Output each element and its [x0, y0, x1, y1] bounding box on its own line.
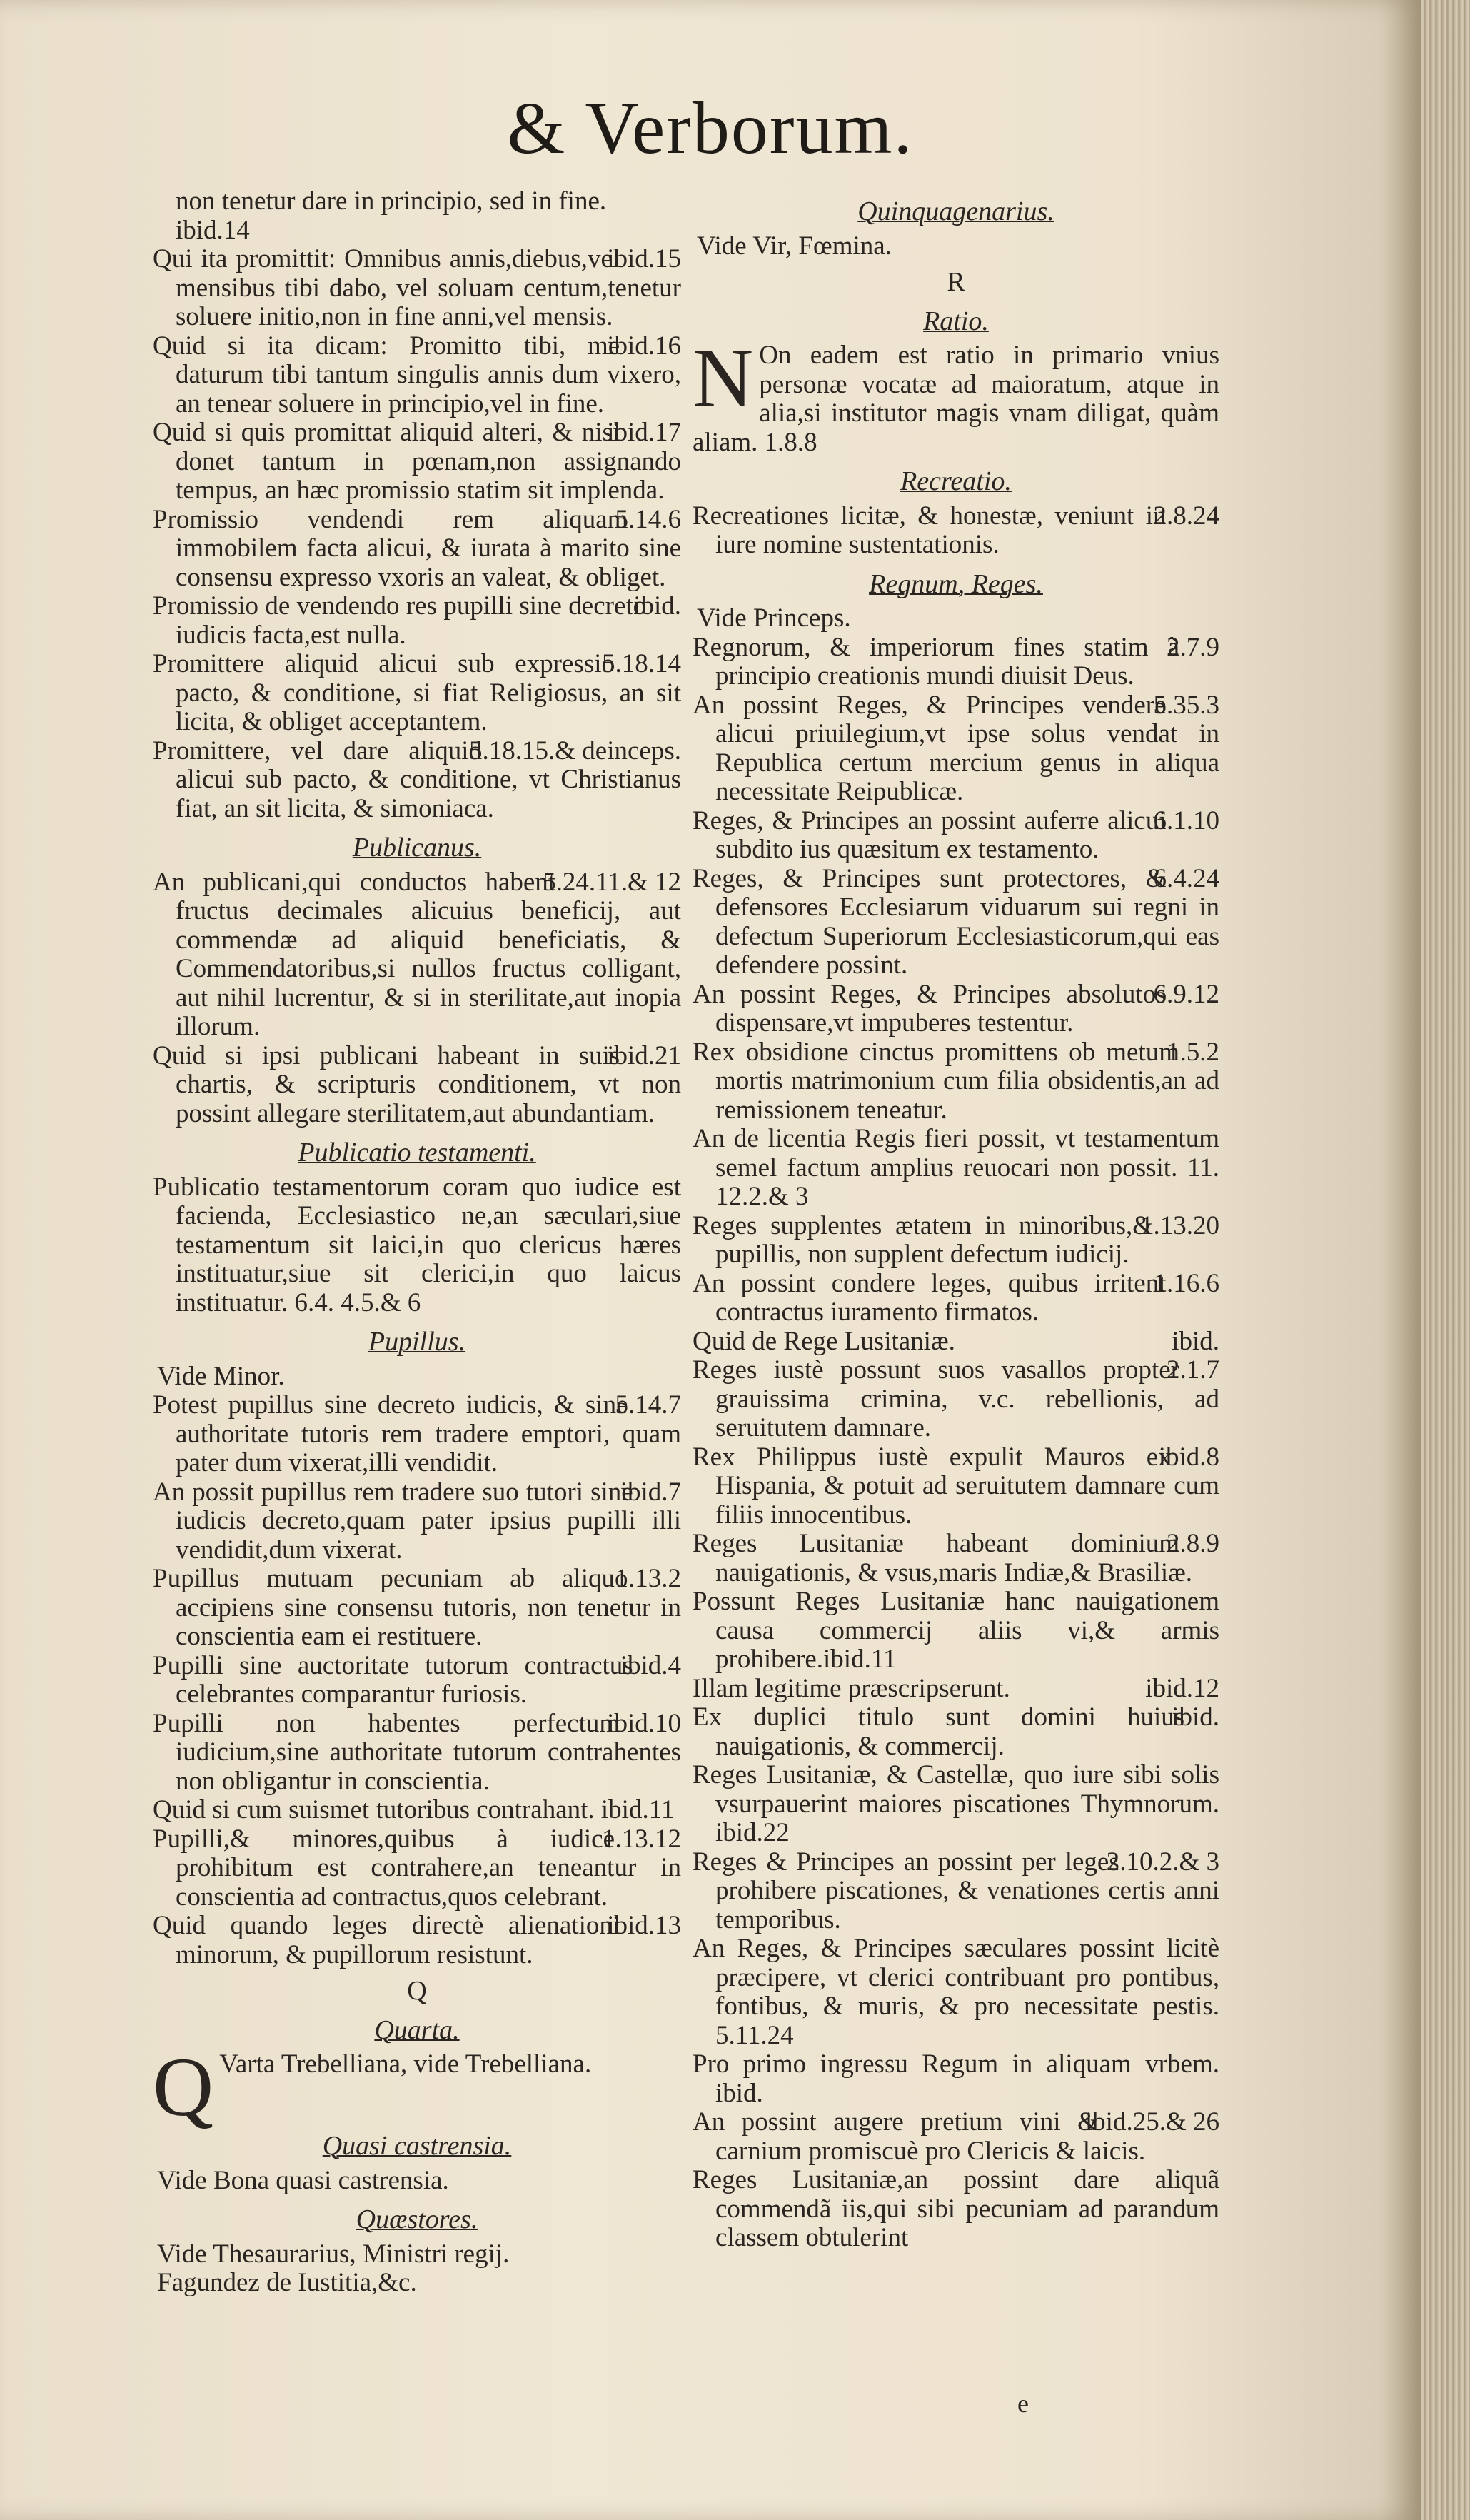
index-entry	[693, 691, 1219, 807]
entry-text: Reges Lusitaniæ habeant dominium nauigationis, & vsus,maris Indiæ,& Brasiliæ.	[693, 1529, 1193, 1587]
entry-text: Illam legitime præscripserunt.	[693, 1673, 1010, 1703]
vide-reference: Vide Bona quasi castrensia.	[157, 2165, 449, 2195]
index-entry	[153, 737, 681, 824]
entry-reference: 5.14.7	[615, 1390, 681, 1420]
entry-reference: 1.16.6	[1153, 1268, 1219, 1298]
index-entry	[153, 418, 681, 506]
page-edges	[1421, 0, 1470, 2520]
section-heading	[693, 197, 1219, 226]
index-entry	[153, 1912, 681, 1969]
index-entry	[153, 1825, 681, 1912]
entry-reference: 6.4.24	[1153, 863, 1219, 893]
section-heading	[153, 1327, 681, 1357]
entry-text: Varta Trebelliana, vide Trebelliana.	[219, 2049, 592, 2079]
vide-reference: Vide Thesaurarius, Ministri regij.	[157, 2239, 510, 2269]
entry-reference: 5.24.11.& 12	[543, 867, 681, 897]
letter-heading: R	[947, 267, 965, 297]
entry-reference: 5.18.14	[602, 649, 681, 678]
entry-reference: 2.8.9	[1167, 1529, 1219, 1558]
entry-reference: ibid.	[1172, 1326, 1219, 1356]
index-entry	[153, 187, 681, 216]
entry-reference: ibid.16	[607, 331, 681, 361]
section-heading	[153, 2016, 681, 2045]
entry-text: An possit pupillus rem tradere suo tutori sine iudicis decreto,quam pater ipsius pupilli illi vendidit,dum vixerat.	[153, 1477, 681, 1565]
index-entry	[153, 1565, 681, 1652]
section-heading-text: Ratio.	[923, 306, 989, 336]
vide-reference: Vide Vir, Fœmina.	[697, 231, 892, 261]
entry-text: Pupilli sine auctoritate tutorum contractus celebrantes comparantur furiosis.	[153, 1650, 633, 1709]
dropcap-letter: Q	[153, 2040, 214, 2134]
entry-text: Qui ita promittit: Omnibus annis,diebus,vel mensibus tibi dabo, vel soluam centum,tenetur soluere initio,non in fine anni,vel mensis.	[153, 244, 681, 331]
entry-text: Ex duplici titulo sunt domini huius nauigationis, & commercij.	[693, 1702, 1185, 1761]
entry-reference: ibid.15	[607, 244, 681, 273]
index-entry	[153, 868, 681, 1042]
entry-reference: 5.14.6	[615, 504, 681, 534]
section-heading	[693, 307, 1219, 336]
section-heading-text: Quinquagenarius.	[857, 196, 1054, 226]
entry-text: Quid de Rege Lusitaniæ.	[693, 1326, 955, 1356]
entry-text: Recreationes licitæ, & honestæ, veniunt in iure nomine sustentationis.	[693, 501, 1167, 559]
signature-mark: e	[1017, 2389, 1029, 2418]
index-entry	[693, 2166, 1219, 2253]
entry-reference: 2.8.24	[1153, 501, 1219, 531]
entry-text: An possint Reges, & Principes vendere alicui priuilegium,vt ipse solus vendat in Republica certum mercium genus in aliqua necessitate Reipublicæ.	[693, 690, 1219, 806]
entry-text: Regnorum, & imperiorum fines statim à principio creationis mundi diuisit Deus.	[693, 632, 1179, 691]
index-entry	[153, 1478, 681, 1565]
index-entry	[153, 1391, 681, 1478]
section-heading-text: Quasi castrensia.	[322, 2131, 512, 2161]
index-entry	[153, 592, 681, 650]
right-column	[693, 187, 1219, 2253]
entry-reference: ibid.25.& 26	[1084, 2107, 1219, 2137]
entry-text: Pupilli non habentes perfectum iudicium,sine authoritate tutorum contrahentes non obligantur in conscientia.	[153, 1708, 681, 1796]
index-entry	[693, 502, 1219, 560]
index-entry	[693, 1761, 1219, 1848]
entry-text: Promittere aliquid alicui sub expressio pacto, & conditione, si fiat Religiosus, an sit licita, & obliget acceptantem.	[153, 649, 681, 736]
index-entry	[693, 1443, 1219, 1530]
entry-text: Quid quando leges directè alienationi minorum, & pupillorum resistunt.	[153, 1911, 620, 1969]
entry-text: Quid si ita dicam: Promitto tibi, me daturum tibi tantum singulis annis dum vixero, an tenear soluere in principio,vel in fine.	[153, 331, 681, 418]
entry-text: An de licentia Regis fieri possit, vt testamentum semel factum amplius reuocari non possit. 11. 12.2.& 3	[693, 1124, 1219, 1211]
section-heading	[153, 833, 681, 863]
section-heading-text: Publicatio testamenti.	[298, 1138, 536, 1168]
index-entry	[693, 1038, 1219, 1125]
index-entry	[693, 1530, 1219, 1587]
entry-text: Reges, & Principes sunt protectores, & defensores Ecclesiarum viduarum sui regni in defectum Superiorum Ecclesiasticorum,qui eas defendere possint.	[693, 863, 1219, 980]
index-entry	[693, 1212, 1219, 1270]
index-entry	[693, 865, 1219, 980]
section-heading-text: Regnum, Reges.	[869, 568, 1043, 599]
index-entry	[693, 2050, 1219, 2108]
dropcap-letter: N	[693, 331, 754, 425]
entry-reference: ibid.8	[1158, 1442, 1219, 1472]
index-entry	[693, 1125, 1219, 1212]
entry-reference: 2.10.2.& 3	[1106, 1847, 1219, 1877]
entry-text: An possint augere pretium vini & carnium promiscuè pro Clericis & laicis.	[693, 2107, 1146, 2166]
index-entry	[153, 1710, 681, 1797]
entry-text: Promittere, vel dare aliquid alicui sub pacto, & conditione, vt Christianus fiat, an sit licita, & simoniaca.	[153, 736, 681, 823]
entry-reference: ibid.7	[620, 1477, 681, 1507]
entry-reference: ibid.	[1172, 1702, 1219, 1732]
entry-text: An publicani,qui conductos habent fructus decimales alicuius beneficij, aut commendæ ad aliquid beneficiatis, & Commendatoribus,si nullos fructus colligant, aut nihil lucrentur, & si in sterilitate,aut inopia illorum.	[153, 867, 681, 1041]
section-heading-text: Recreatio.	[900, 466, 1012, 496]
entry-text: Publicatio testamentorum coram quo iudice est facienda, Ecclesiastico ne,an sæculari,siue testamentum sit laici,in quo clericus hæres instituatur,siue sit clerici,in quo laicus instituatur. 6.4. 4.5.& 6	[153, 1172, 681, 1317]
vide-reference: Fagundez de Iustitia,&c.	[157, 2268, 417, 2297]
dropcap-entry	[153, 2040, 681, 2134]
index-entry	[693, 1675, 1219, 1704]
section-heading	[153, 2132, 681, 2161]
index-entry	[153, 1042, 681, 1129]
entry-text: An possint condere leges, quibus irritent contractus iuramento firmatos.	[693, 1268, 1167, 1327]
index-entry	[693, 807, 1219, 865]
index-entry	[693, 633, 1219, 691]
entry-reference: 2.7.9	[1167, 632, 1219, 662]
entry-reference: ibid.10	[607, 1708, 681, 1738]
entry-text: ibid.14	[176, 215, 250, 245]
dropcap-entry	[693, 331, 1219, 457]
entry-text: Reges Lusitaniæ,an possint dare aliquã commendã iis,qui sibi pecuniam ad parandum classem obtulerint	[693, 2165, 1219, 2252]
entry-reference: 2.1.7	[1167, 1355, 1219, 1385]
index-entry	[693, 1270, 1219, 1327]
letter-heading: Q	[407, 1976, 427, 2006]
entry-text: Rex obsidione cinctus promittens ob metum mortis matrimonium cum filia obsidentis,an ad remissionem teneatur.	[693, 1037, 1219, 1125]
index-entry	[693, 1848, 1219, 1935]
entry-text: Quid si cum suismet tutoribus contrahant. ibid.11	[153, 1795, 675, 1824]
section-heading	[693, 570, 1219, 599]
index-entry	[693, 1587, 1219, 1675]
section-heading	[153, 1138, 681, 1168]
section-heading-text: Publicanus.	[352, 833, 482, 863]
entry-text: Quid si ipsi publicani habeant in suis chartis, & scripturis conditionem, vt non possint allegare sterilitatem,aut abundantiam.	[153, 1040, 681, 1128]
section-heading	[153, 2205, 681, 2234]
entry-reference: 1.13.2	[615, 1564, 681, 1593]
index-entry	[153, 245, 681, 332]
entry-text: Promissio vendendi rem aliquam immobilem facta alicui, & iurata à marito sine consensu expresso vxoris an valeat, & obliget.	[153, 504, 681, 592]
section-heading-text: Pupillus.	[368, 1327, 466, 1357]
entry-text: Reges Lusitaniæ, & Castellæ, quo iure sibi solis vsurpauerint maiores piscationes Thymnorum. ibid.22	[693, 1760, 1219, 1847]
index-entry	[153, 1652, 681, 1710]
entry-text: Rex Philippus iustè expulit Mauros ex Hispania, & potuit ad seruitutem damnare cum filiis innocentibus.	[693, 1442, 1219, 1530]
entry-reference: 6.1.10	[1153, 805, 1219, 835]
entry-text: Promissio de vendendo res pupilli sine decreto iudicis facta,est nulla.	[153, 591, 647, 650]
entry-reference: ibid.17	[607, 418, 681, 447]
entry-text: Pro primo ingressu Regum in aliquam vrbem. ibid.	[693, 2049, 1219, 2108]
entry-reference: ibid.12	[1145, 1673, 1219, 1703]
entry-reference: 5.18.15.& deinceps.	[469, 736, 681, 765]
entry-text: An possint Reges, & Principes absolutos dispensare,vt impuberes testentur.	[693, 979, 1167, 1038]
entry-reference: 1.13.12	[602, 1824, 681, 1854]
section-heading-text: Quæstores.	[356, 2204, 478, 2234]
entry-text: Possunt Reges Lusitaniæ hanc nauigationem causa commercij aliis vi,& armis prohibere.ibid.11	[693, 1587, 1219, 1674]
entry-text: On eadem est ratio in primario vnius personæ vocatæ ad maioratum, atque in alia,si institutor magis vnam diligat, quàm aliam. 1.8.8	[693, 341, 1219, 457]
entry-text: Quid si quis promittat aliquid alteri, & nisi donet tantum in pœnam,non assignando tempus, an hæc promissio statim sit implenda.	[153, 418, 681, 505]
index-entry	[693, 1356, 1219, 1443]
entry-reference: ibid.13	[607, 1911, 681, 1940]
index-entry	[153, 1796, 681, 1825]
index-entry	[153, 1173, 681, 1318]
entry-text: An Reges, & Principes sæculares possint licitè præcipere, vt clerici contribuant pro pontibus, fontibus, & muris, & pro necessitate pestis. 5.11.24	[693, 1934, 1219, 2050]
index-entry	[153, 332, 681, 419]
entry-reference: 6.9.12	[1153, 979, 1219, 1009]
entry-reference: ibid.4	[620, 1650, 681, 1680]
section-heading	[693, 467, 1219, 496]
index-entry	[693, 1327, 1219, 1357]
index-entry	[153, 216, 681, 246]
vide-reference: Vide Minor.	[157, 1361, 285, 1391]
index-entry	[693, 2108, 1219, 2166]
index-entry	[693, 980, 1219, 1038]
running-head: & Verborum.	[507, 87, 914, 169]
entry-text: Reges & Principes an possint per leges prohibere piscationes, & venationes certis anni temporibus.	[693, 1847, 1219, 1934]
index-entry	[153, 506, 681, 593]
entry-text: non tenetur dare in principio, sed in fine.	[176, 186, 607, 216]
section-heading-text: Quarta.	[374, 2014, 460, 2045]
index-entry	[693, 1934, 1219, 2050]
entry-reference: 1.13.20	[1140, 1210, 1219, 1240]
vide-reference: Vide Princeps.	[697, 603, 851, 633]
entry-text: Reges iustè possunt suos vasallos propter grauissima crimina, v.c. rebellionis, ad seruitutem damnare.	[693, 1355, 1219, 1442]
index-entry	[693, 1703, 1219, 1761]
entry-text: Pupillus mutuam pecuniam ab aliquo accipiens sine consensu tutoris, non tenetur in conscientia eam ei restituere.	[153, 1564, 681, 1651]
index-entry	[153, 650, 681, 737]
entry-reference: 1.5.2	[1167, 1037, 1219, 1067]
entry-text: Pupilli,& minores,quibus à iudice prohibitum est contrahere,an teneantur in conscientia ad contractus,quos celebrant.	[153, 1824, 681, 1912]
entry-text: Reges supplentes ætatem in minoribus,& pupillis, non supplent defectum iudicij.	[693, 1210, 1153, 1269]
entry-reference: ibid.21	[607, 1040, 681, 1070]
entry-text: Potest pupillus sine decreto iudicis, & sine authoritate tutoris rem tradere emptori, quam pater dum vixerat,illi vendidit.	[153, 1390, 681, 1477]
entry-reference: 5.35.3	[1153, 690, 1219, 720]
left-column	[153, 187, 681, 2298]
entry-text: Reges, & Principes an possint auferre alicui subdito ius quæsitum ex testamento.	[693, 805, 1167, 864]
entry-reference: ibid.	[633, 591, 681, 621]
